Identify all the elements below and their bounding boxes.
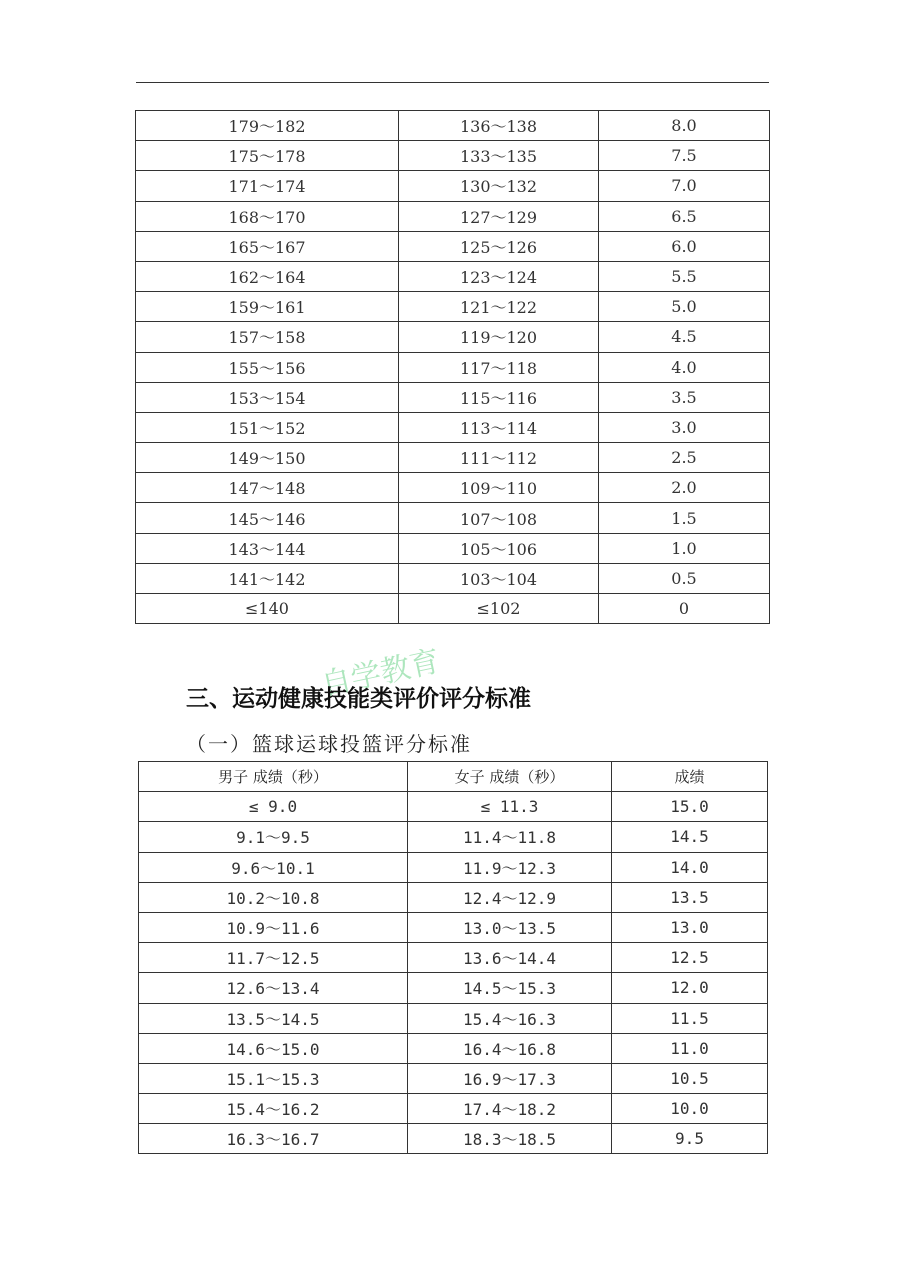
table-cell: 145～146 <box>136 503 399 533</box>
table-cell: 130～132 <box>399 171 599 201</box>
table-cell: 107～108 <box>399 503 599 533</box>
table-cell: 119～120 <box>399 322 599 352</box>
table-cell: 115～116 <box>399 382 599 412</box>
table-cell: ≤140 <box>136 594 399 624</box>
table-row <box>136 292 770 322</box>
table-cell: 103～104 <box>399 563 599 593</box>
table-cell: 3.5 <box>599 382 770 412</box>
table-cell: 151～152 <box>136 412 399 442</box>
table-row <box>139 1094 768 1124</box>
table-cell: 12.0 <box>612 973 768 1003</box>
table-row <box>136 563 770 593</box>
table-cell: 111～112 <box>399 443 599 473</box>
table-cell: 15.4～16.3 <box>408 1003 612 1033</box>
table-cell: 7.5 <box>599 141 770 171</box>
table-cell: 3.0 <box>599 412 770 442</box>
table-cell: 17.4～18.2 <box>408 1094 612 1124</box>
table-cell: 157～158 <box>136 322 399 352</box>
table-cell: 133～135 <box>399 141 599 171</box>
table-cell: 175～178 <box>136 141 399 171</box>
table-cell: 121～122 <box>399 292 599 322</box>
table-cell: 10.2～10.8 <box>139 882 408 912</box>
table-row <box>139 912 768 942</box>
table-row <box>136 594 770 624</box>
header-rule <box>136 82 769 83</box>
score-table-body <box>136 111 770 624</box>
table-cell: 2.5 <box>599 443 770 473</box>
table-cell: 136～138 <box>399 111 599 141</box>
table-row <box>139 822 768 852</box>
header-male-time: 男子 成绩（秒） <box>139 762 408 792</box>
table-row <box>136 443 770 473</box>
table-cell: 147～148 <box>136 473 399 503</box>
table-cell: 10.0 <box>612 1094 768 1124</box>
header-female-time: 女子 成绩（秒） <box>408 762 612 792</box>
basketball-score-table <box>138 761 768 1154</box>
table-cell: 12.4～12.9 <box>408 882 612 912</box>
table-cell: 171～174 <box>136 171 399 201</box>
table-cell: 18.3～18.5 <box>408 1124 612 1154</box>
table-cell: 159～161 <box>136 292 399 322</box>
table-header-row <box>139 762 768 792</box>
section-title: 三、运动健康技能类评价评分标准 <box>186 686 531 712</box>
table-row <box>136 201 770 231</box>
table-cell: 6.0 <box>599 231 770 261</box>
table-cell: 155～156 <box>136 352 399 382</box>
table-cell: 4.0 <box>599 352 770 382</box>
table-cell: 109～110 <box>399 473 599 503</box>
table-cell: 13.0～13.5 <box>408 912 612 942</box>
table-row <box>136 141 770 171</box>
table-cell: 13.6～14.4 <box>408 943 612 973</box>
table-row <box>136 412 770 442</box>
table-row <box>136 533 770 563</box>
table-row <box>136 231 770 261</box>
table-cell: 0.5 <box>599 563 770 593</box>
table-cell: 149～150 <box>136 443 399 473</box>
table-cell: 11.0 <box>612 1033 768 1063</box>
table-row <box>136 382 770 412</box>
table-cell: 141～142 <box>136 563 399 593</box>
table-cell: 14.5～15.3 <box>408 973 612 1003</box>
table-cell: 15.4～16.2 <box>139 1094 408 1124</box>
table-cell: 16.9～17.3 <box>408 1063 612 1093</box>
table-row <box>136 352 770 382</box>
table-row <box>139 792 768 822</box>
table-cell: 11.9～12.3 <box>408 852 612 882</box>
watermark: 自学教育 <box>318 643 444 704</box>
table-cell: 10.9～11.6 <box>139 912 408 942</box>
table-cell: 117～118 <box>399 352 599 382</box>
table-cell: 5.5 <box>599 261 770 291</box>
header-score: 成绩 <box>612 762 768 792</box>
table-cell: 7.0 <box>599 171 770 201</box>
table-cell: 153～154 <box>136 382 399 412</box>
table-cell: 11.5 <box>612 1003 768 1033</box>
table-cell: 15.1～15.3 <box>139 1063 408 1093</box>
table-cell: 1.5 <box>599 503 770 533</box>
table-cell: 168～170 <box>136 201 399 231</box>
table-row <box>136 473 770 503</box>
table-cell: 123～124 <box>399 261 599 291</box>
table-cell: 11.4～11.8 <box>408 822 612 852</box>
table-row <box>136 322 770 352</box>
table-cell: 8.0 <box>599 111 770 141</box>
table-cell: 14.0 <box>612 852 768 882</box>
score-table-continued <box>135 110 770 624</box>
table-cell: 14.6～15.0 <box>139 1033 408 1063</box>
table-cell: 162～164 <box>136 261 399 291</box>
table-cell: 9.6～10.1 <box>139 852 408 882</box>
table-row <box>139 1003 768 1033</box>
table-cell: 179～182 <box>136 111 399 141</box>
table-cell: 12.5 <box>612 943 768 973</box>
table-cell: 10.5 <box>612 1063 768 1093</box>
table-row <box>136 171 770 201</box>
table-cell: 5.0 <box>599 292 770 322</box>
table-cell: 6.5 <box>599 201 770 231</box>
table-row <box>139 852 768 882</box>
table-cell: 13.0 <box>612 912 768 942</box>
table-cell: 113～114 <box>399 412 599 442</box>
table-cell: 4.5 <box>599 322 770 352</box>
table-cell: ≤ 11.3 <box>408 792 612 822</box>
table-row <box>139 973 768 1003</box>
basketball-table-body <box>139 792 768 1154</box>
table-row <box>136 503 770 533</box>
table-cell: 13.5 <box>612 882 768 912</box>
table-cell: 16.3～16.7 <box>139 1124 408 1154</box>
table-cell: 127～129 <box>399 201 599 231</box>
table-cell: 125～126 <box>399 231 599 261</box>
table-cell: 1.0 <box>599 533 770 563</box>
table-cell: 14.5 <box>612 822 768 852</box>
table-cell: 0 <box>599 594 770 624</box>
table-cell: 105～106 <box>399 533 599 563</box>
table-row <box>136 111 770 141</box>
table-cell: ≤102 <box>399 594 599 624</box>
table-cell: 143～144 <box>136 533 399 563</box>
table-cell: 9.1～9.5 <box>139 822 408 852</box>
table-cell: 9.5 <box>612 1124 768 1154</box>
table-cell: 13.5～14.5 <box>139 1003 408 1033</box>
section-subtitle: （一）篮球运球投篮评分标准 <box>186 732 472 756</box>
table-cell: 12.6～13.4 <box>139 973 408 1003</box>
table-cell: 16.4～16.8 <box>408 1033 612 1063</box>
table-row <box>139 1124 768 1154</box>
table-cell: 2.0 <box>599 473 770 503</box>
table-row <box>139 1063 768 1093</box>
table-row <box>139 943 768 973</box>
table-cell: 165～167 <box>136 231 399 261</box>
table-cell: ≤ 9.0 <box>139 792 408 822</box>
table-row <box>139 882 768 912</box>
table-row <box>139 1033 768 1063</box>
table-cell: 15.0 <box>612 792 768 822</box>
table-row <box>136 261 770 291</box>
table-cell: 11.7～12.5 <box>139 943 408 973</box>
